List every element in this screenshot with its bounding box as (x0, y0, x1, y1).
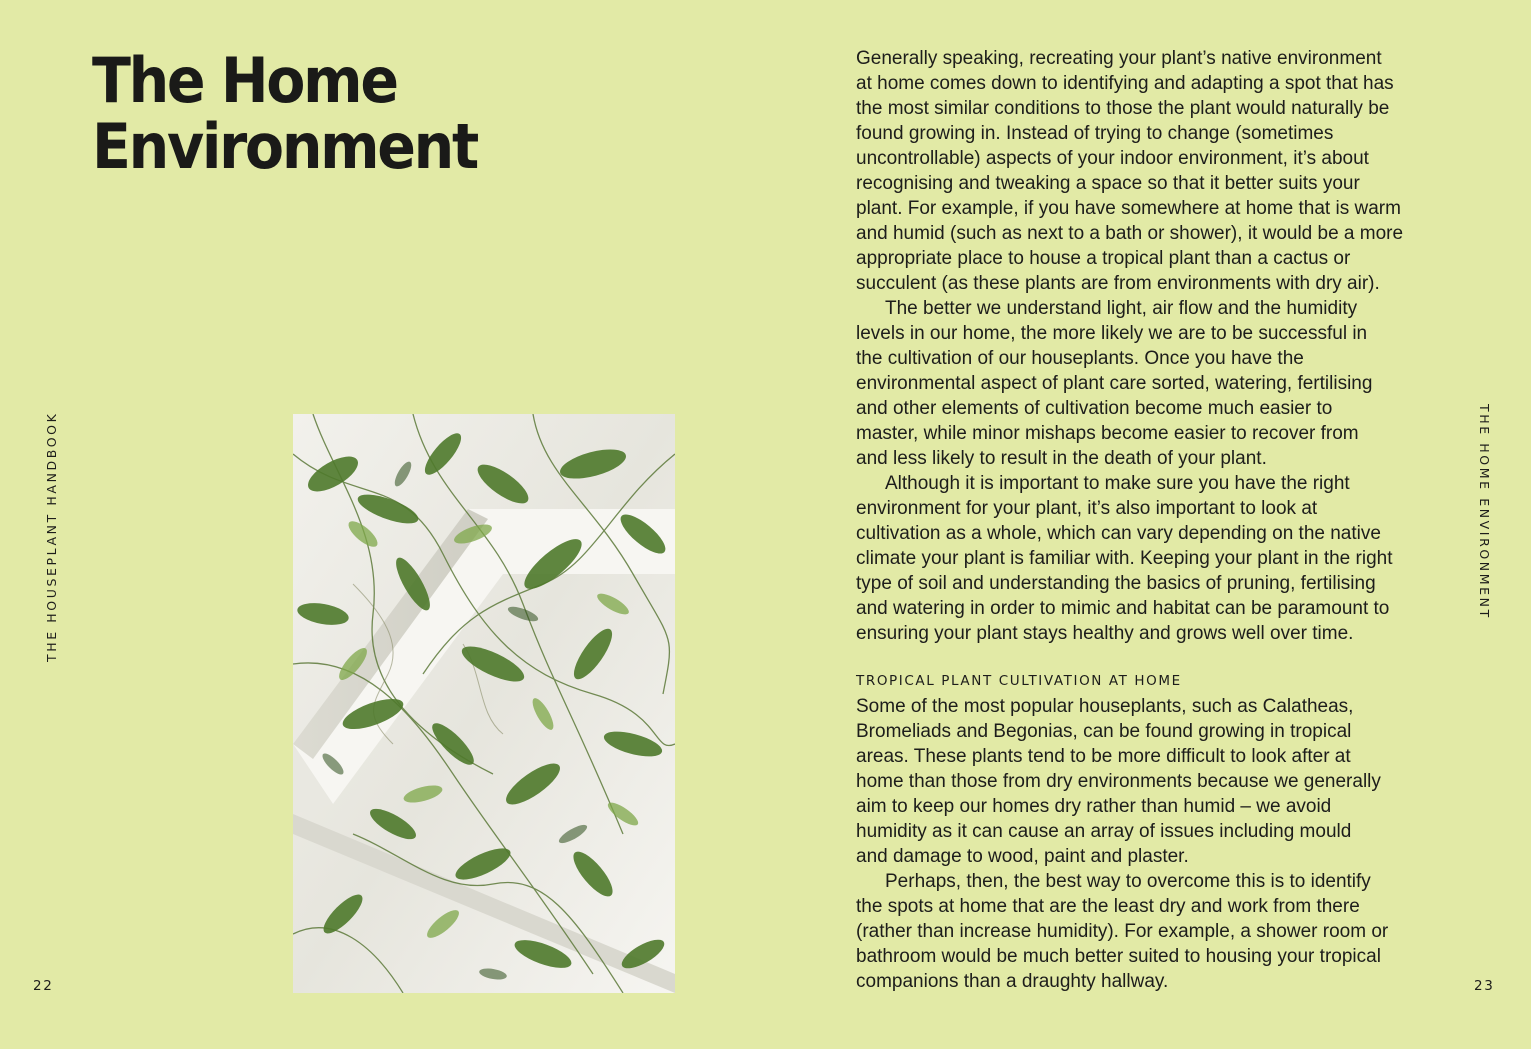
intro-paragraph-2 (856, 296, 1456, 471)
text-line: areas. These plants tend to be more difficult to look after at (856, 746, 1351, 767)
text-line: found growing in. Instead of trying to change (sometimes (856, 123, 1334, 144)
text-line: environmental aspect of plant care sorted, watering, fertilising (856, 373, 1373, 394)
title-line-1: The Home (92, 44, 397, 117)
text-line: environment for your plant, it’s also important to look at (856, 498, 1318, 519)
text-line: Generally speaking, recreating your plant’s native environment (856, 48, 1382, 69)
text-line: cultivation as a whole, which can vary depending on the native (856, 523, 1381, 544)
text-line: climate your plant is familiar with. Keeping your plant in the right (856, 548, 1393, 569)
text-line: and damage to wood, paint and plaster. (856, 846, 1189, 867)
page-title (92, 44, 477, 183)
text-line: type of soil and understanding the basics of pruning, fertilising (856, 573, 1376, 594)
text-line: and less likely to result in the death of your plant. (856, 448, 1267, 469)
text-line: Perhaps, then, the best way to overcome this is to identify (885, 871, 1371, 892)
text-line: levels in our home, the more likely we are to be successful in (856, 323, 1368, 344)
tropical-paragraph-2 (856, 869, 1456, 994)
text-line: appropriate place to house a tropical plant than a cactus or (856, 248, 1351, 269)
page-number-right: 23 (1474, 978, 1495, 994)
running-head-right: THE HOME ENVIRONMENT (1477, 404, 1492, 620)
intro-paragraph-3 (856, 471, 1456, 646)
page-number-left: 22 (33, 978, 54, 994)
text-line: recognising and tweaking a space so that it better suits your (856, 173, 1360, 194)
running-head-left: THE HOUSEPLANT HANDBOOK (44, 411, 59, 662)
text-line: companions than a draughty hallway. (856, 971, 1169, 992)
title-line-2: Environment (92, 110, 477, 183)
text-line: Although it is important to make sure you have the right (885, 473, 1350, 494)
text-line: succulent (as these plants are from environments with dry air). (856, 273, 1380, 294)
text-line: and watering in order to mimic and habitat can be paramount to (856, 598, 1390, 619)
text-line: Some of the most popular houseplants, such as Calatheas, (856, 696, 1354, 717)
text-line: the spots at home that are the least dry and work from there (856, 896, 1360, 917)
text-line: plant. For example, if you have somewhere at home that is warm (856, 198, 1401, 219)
text-line: master, while minor mishaps become easier to recover from (856, 423, 1359, 444)
text-line: home than those from dry environments because we generally (856, 771, 1381, 792)
section-subheading: TROPICAL PLANT CULTIVATION AT HOME (856, 673, 1182, 689)
text-line: (rather than increase humidity). For example, a shower room or (856, 921, 1389, 942)
text-line: ensuring your plant stays healthy and grows well over time. (856, 623, 1354, 644)
text-line: bathroom would be much better suited to housing your tropical (856, 946, 1381, 967)
text-line: uncontrollable) aspects of your indoor environment, it’s about (856, 148, 1369, 169)
body-text (856, 46, 1456, 994)
text-line: at home comes down to identifying and adapting a spot that has (856, 73, 1394, 94)
text-line: humidity as it can cause an array of issues including mould (856, 821, 1352, 842)
fern-photo-illustration (293, 414, 675, 993)
text-line: The better we understand light, air flow and the humidity (885, 298, 1358, 319)
text-line: and other elements of cultivation become much easier to (856, 398, 1333, 419)
text-line: the cultivation of our houseplants. Once you have the (856, 348, 1304, 369)
fern-photo (293, 414, 675, 993)
text-line: Bromeliads and Begonias, can be found growing in tropical (856, 721, 1352, 742)
text-line: the most similar conditions to those the plant would naturally be (856, 98, 1390, 119)
text-line: and humid (such as next to a bath or shower), it would be a more (856, 223, 1404, 244)
tropical-paragraph-1 (856, 694, 1456, 869)
text-line: aim to keep our homes dry rather than humid – we avoid (856, 796, 1332, 817)
intro-paragraph-1 (856, 46, 1456, 296)
